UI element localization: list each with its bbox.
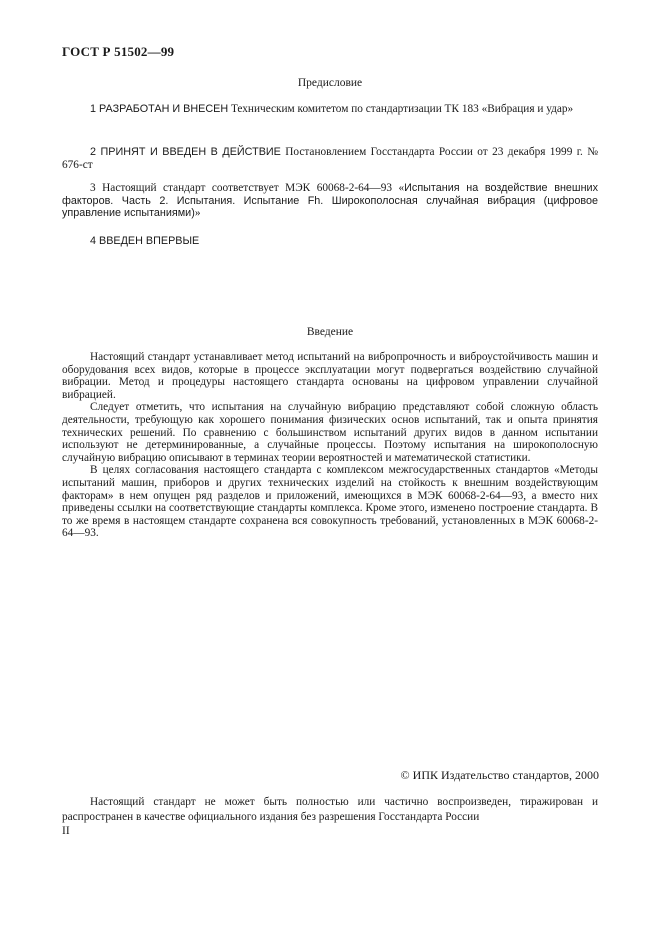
introduction-title: Введение (306, 326, 354, 338)
introduction-paragraph: В целях согласования настоящего стандарта с комплексом межгосударственных стандартов «Методы испытаний машин, приборов и других технических изделий на стойкость к внешним воздействующим факторам» в нем опущен ряд разделов и приложений, имеющихся в МЭК 60068-2-64—93, а вместо них приведены ссылки на соответствующие стандарты комплекса. Кроме этого, изменено построение стандарта. В то же время в настоящем стандарте сохранена вся совокупность требований, установленных в МЭК 60068-2-64—93. (62, 464, 598, 540)
foreword-item-4-label: 4 ВВЕДЕН ВПЕРВЫЕ (90, 235, 200, 247)
foreword-item-3-end: » (194, 207, 201, 220)
foreword-item-1-text: Техническим комитетом по стандартизации ТК 183 «Вибрация и удар» (230, 103, 574, 115)
foreword-item-3 (62, 182, 598, 220)
introduction-paragraph: Следует отметить, что испытания на случайную вибрацию представляют собой сложную область деятельности, требующую как хорошего понимания физических основ испытаний, так и опыта принятия технических решений. По сравнению с большинством испытаний других видов в данном испытании используют не детерминированные, а случайные процессы. Поэтому испытания на широкополосную случайную вибрацию описывают в терминах теории вероятностей и математической статистики. (62, 401, 598, 464)
document-code: ГОСТ Р 51502—99 (62, 44, 175, 59)
foreword-item-2-label: 2 ПРИНЯТ И ВВЕДЕН В ДЕЙСТВИЕ (90, 146, 281, 158)
foreword-item-3-title: Испытания на воздействие внешних факторов. Часть 2. Испытания. Испытание Fh. Широкополосная случайная вибрация (цифровое управление испытаниями) (62, 182, 598, 220)
introduction-body (62, 351, 598, 540)
page-number: II (62, 825, 70, 837)
foreword-item-1 (62, 103, 598, 116)
foreword-item-4 (62, 235, 598, 248)
foreword-item-2-text: Постановлением Госстандарта России от 23 декабря 1999 г. № 676-ст (62, 146, 599, 171)
foreword-item-3-lead: 3 Настоящий стандарт соответствует МЭК 60068-2-64—93 « (90, 182, 405, 194)
foreword-item-2 (62, 146, 598, 171)
reproduction-notice: Настоящий стандарт не может быть полностью или частично воспроизведен, тиражирован и распространен в качестве официального издания без разрешения Госстандарта России (62, 796, 598, 823)
foreword-title: Предисловие (297, 77, 363, 89)
introduction-paragraph: Настоящий стандарт устанавливает метод испытаний на вибропрочность и виброустойчивость машин и оборудования всех видов, которые в процессе эксплуатации могут подвергаться воздействию случайной вибрации. Метод и процедуры настоящего стандарта основаны на цифровом управлении случайной вибрацией. (62, 351, 598, 401)
foreword-item-1-label: 1 РАЗРАБОТАН И ВНЕСЕН (90, 103, 229, 115)
copyright-notice: © ИПК Издательство стандартов, 2000 (400, 768, 599, 782)
